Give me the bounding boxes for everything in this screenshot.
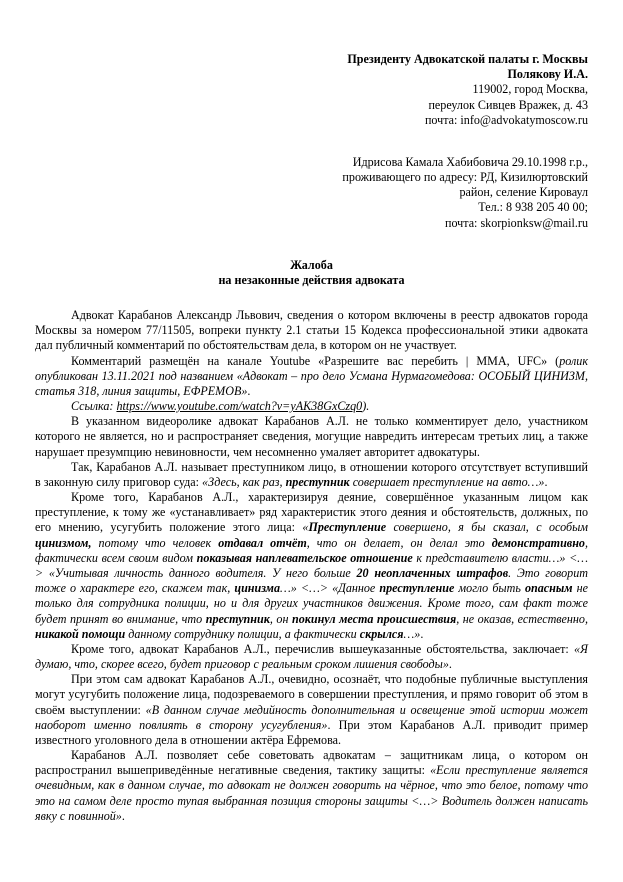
p5-bolditalic-1: преступник [285,474,350,489]
p3-tail: ). [362,399,370,414]
p6-italic-5: к представителю власти…» <…> «Учитывая личность данного водителя. У него больше [35,550,588,580]
p6-bolditalic-1: Преступление [308,520,387,535]
addressee-block [35,52,588,128]
p9-text-2: . [121,808,125,823]
p6-bolditalic-8: преступление [379,581,455,596]
p8-text-2: . При этом Карабанов А.Л. приводит пример известного уголовного дела в отношении актёра Ефремова. [35,717,588,747]
p5-italic-2: совершает преступление на авто…» [349,474,545,489]
p6-bolditalic-10: преступник [205,611,270,626]
p6-bolditalic-9: опасным [524,581,573,596]
p7-text-2: . [448,657,452,672]
p6-bolditalic-7: цинизма [234,581,281,596]
paragraph-1 [35,308,588,354]
sender-line-2: проживающего по адресу: РД, Кизилюртовский [342,170,588,185]
spacer [35,128,588,155]
p6-bolditalic-6: 20 неоплаченных штрафов [356,565,509,580]
paragraph-4 [35,414,588,460]
p6-text-1: Кроме того, Карабанов А.Л., характеризируя деяние, совершённое указанным лицом как преступление, к тому же «устанавливает» ряд характеристик этого деяния и обстоятельств, должных, по его мнению, усугубить положение этого лица: [35,490,588,535]
sender-line-3: район, селение Кироваул [459,185,588,200]
p7-text-1: Кроме того, адвокат Карабанов А.Л., перечислив вышеуказанные обстоятельства, заключает: [71,641,574,656]
p6-bolditalic-13: скрылся [359,626,404,641]
title-line-1: Жалоба [290,257,333,272]
p6-italic-8: могло быть [454,581,525,596]
p6-italic-7: …» <…> «Данное [280,581,380,596]
p6-bolditalic-4: демонстративно [491,535,585,550]
p4-text: В указанном видеоролике адвокат Карабанов А.Л. не только комментирует дело, участником которого не является, но и распространяет сведения, могущие навредить интересам третьих лиц, а также нарушает презумпцию невиновности, чем несомненно умаляет авторитет адвокатуры. [35,414,588,459]
p5-text-2: . [544,474,548,489]
sender-block [35,155,588,231]
p6-italic-9: не только для сотрудника полиции, но и для других участников движения. Кроме того, сам факт тоже будет принят во внимание, что [35,581,588,626]
p2-italic-1: ролик опубликован 13.11.2021 под названием «Адвокат – про дело Усмана Нурмагомедова: ОСОБЫЙ ЦИНИЗМ, статья 318, линия защиты, ЕФРЕМОВ» [35,353,588,398]
spacer [35,231,588,258]
addressee-line-3: 119002, город Москва, [472,82,588,97]
p6-italic-11: , не оказав, естественно, [456,611,588,626]
paragraph-3-link [35,399,588,414]
p6-italic-3: , что он делает, он делал это [306,535,492,550]
addressee-email: почта: info@advokatymoscow.ru [424,112,588,127]
p6-italic-10: , он [269,611,292,626]
p6-quote-open: « [302,520,309,535]
p6-text-2: . [420,626,424,641]
addressee-line-4: переулок Сивцев Вражек, д. 43 [428,97,588,112]
p1-text: Адвокат Карабанов Александр Львович, сведения о котором включены в реестр адвокатов города Москвы за номером 77/11505, вопреки пункту 2.1 статьи 15 Кодекса профессиональной этики адвоката дал публичный комментарий по обстоятельствам дела, в котором он не участвует. [35,308,588,353]
addressee-line-2: Полякову И.А. [507,67,588,82]
p6-bolditalic-5: показывая наплевательское отношение [196,550,413,565]
p6-bolditalic-3: отдавал отчёт [218,535,307,550]
p6-italic-1: совершено, я бы сказал, с особым [386,520,589,535]
p7-italic-1: «Я думаю, что, скорее всего, будет приговор с реальным сроком лишения свободы» [35,641,588,672]
p6-bolditalic-12: никакой помощи [35,626,126,641]
p6-bolditalic-11: покинул места происшествия [291,611,457,626]
p9-italic-1: «Если преступление является очевидным, как в данном случае, то адвокат не должен говорить на чёрное, что это белое, потому что это на самом деле просто тупая выбранная позиция стороны защиты <…> Водитель должен написать явку с повинной» [35,763,589,823]
paragraph-7 [35,642,588,672]
sender-phone: Тел.: 8 938 205 40 00; [478,200,588,215]
p5-italic-1: «Здесь, как раз, [202,474,286,489]
p6-italic-6: . Это говорит тоже о характере его, скажем так, [35,565,588,596]
sender-email: почта: skorpionksw@mail.ru [444,215,588,230]
p6-bolditalic-2: цинизмом, [35,535,92,550]
addressee-line-1: Президенту Адвокатской палаты г. Москвы [347,52,588,66]
paragraph-5 [35,460,588,490]
p6-italic-13: …» [403,626,421,641]
spacer [35,288,588,308]
p5-text-1: Так, Карабанов А.Л. называет преступником лицо, в отношении которого отсутствует вступивший в законную силу приговор суда: [35,459,588,489]
title-line-2: на незаконные действия адвоката [218,272,405,287]
p6-italic-2: потому что человек [91,535,219,550]
p2-text-1: Комментарий размещён на канале Youtube «Разрешите вас перебить | MMA, UFC» ( [71,353,560,368]
sender-line-1: Идрисова Камала Хабибовича 29.10.1998 г.р., [352,154,588,169]
p8-text-1: При этом сам адвокат Карабанов А.Л., очевидно, осознаёт, что подобные публичные выступления могут усугубить положение лица, подозреваемого в совершении преступления, и прямо говорит об этом в своём выступлении: [35,672,588,717]
p2-text-2: . [247,383,251,398]
p6-italic-4: , фактически всем своим видом [35,535,588,565]
link-label: Ссылка: [71,399,114,414]
p6-italic-12: данному сотруднику полиции, а фактически [125,626,360,641]
p9-text-1: Карабанов А.Л. позволяет себе советовать адвокатам – защитникам лица, о котором он распространил вышеприведённые негативные сведения, тактику защиты: [35,748,588,778]
paragraph-6 [35,490,588,642]
paragraph-8 [35,672,588,748]
paragraph-9 [35,748,588,824]
paragraph-2 [35,354,588,400]
youtube-link[interactable]: https://www.youtube.com/watch?v=yAK38GxCzq0 [116,399,363,414]
page-title [35,258,588,288]
p8-italic-1: «В данном случае медийность дополнительная и освещение этой истории может наоборот именно повлиять в сторону усугубления» [35,702,588,732]
